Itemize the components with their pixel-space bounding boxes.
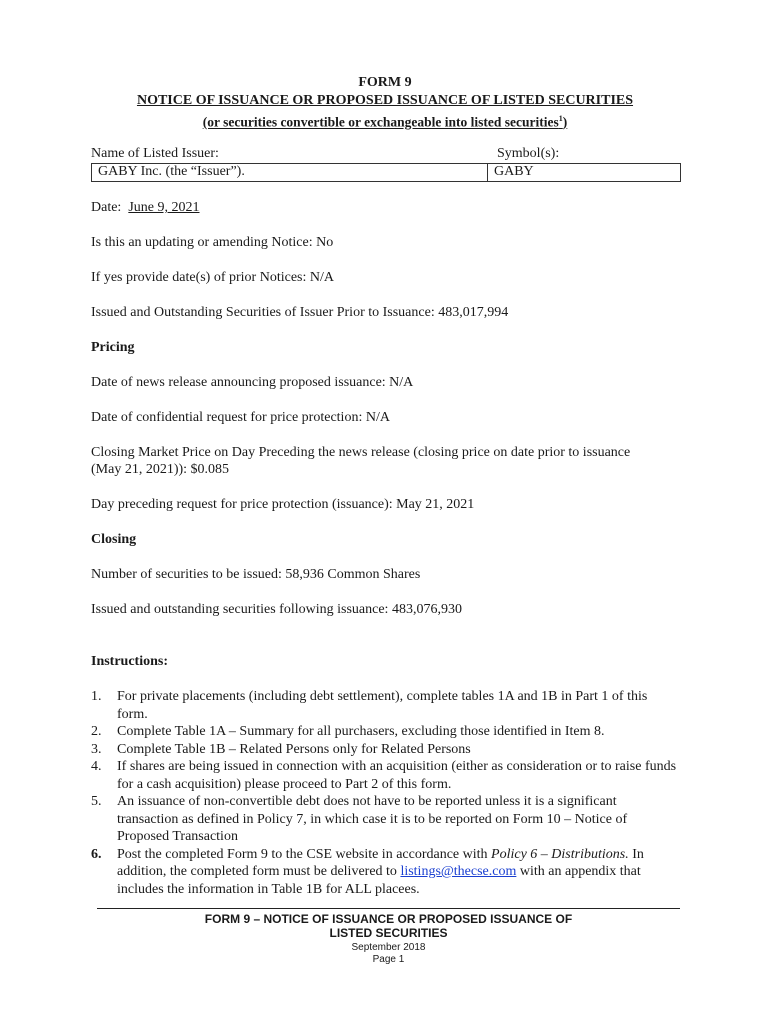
prior-notices: If yes provide date(s) of prior Notices: N/A — [91, 270, 334, 285]
item6-part1: Post the completed Form 9 to the CSE website in accordance with — [117, 846, 492, 862]
instructions-heading: Instructions: — [91, 654, 169, 669]
item-text: An issuance of non-convertible debt does not have to be reported unless it is a significant transaction as defined in Policy 7, in which case it is to be reported on Form 10 – Notice of Proposed Transaction — [117, 794, 628, 844]
item6-part3: with an appendix that includes the information in Table 1B for ALL placees. — [117, 864, 641, 897]
date-label: Date: — [91, 200, 122, 215]
item-number: 5. — [91, 794, 102, 809]
footnote-mark: 1 — [558, 114, 563, 123]
footer-title-line-1: FORM 9 – NOTICE OF ISSUANCE OR PROPOSED ISSUANCE OF — [204, 912, 573, 926]
issuer-table — [91, 146, 681, 182]
date-value: June 9, 2021 — [128, 200, 200, 215]
list-item — [91, 758, 681, 793]
subtitle-2-text: (or securities convertible or exchangeable into listed securities — [202, 114, 559, 130]
symbol-label: Symbol(s): — [497, 146, 560, 161]
date-line — [91, 199, 681, 217]
updating-notice: Is this an updating or amending Notice: No — [91, 235, 334, 250]
item-number: 6. — [91, 846, 102, 862]
closing-price-line-1: Closing Market Price on Day Preceding the news release (closing price on date prior to issuance — [91, 445, 631, 460]
policy-reference: Policy 6 – Distributions. — [491, 846, 629, 862]
news-release-date: Date of news release announcing proposed issuance: N/A — [91, 375, 414, 390]
instructions-list — [91, 688, 681, 898]
item6-part2: In addition, the completed form must be delivered to — [117, 846, 644, 879]
footer-divider — [97, 908, 680, 909]
symbol-value: GABY — [494, 164, 534, 179]
closing-price-line-2: (May 21, 2021)): $0.085 — [91, 462, 230, 477]
item-number: 1. — [91, 689, 102, 704]
confidential-request-date: Date of confidential request for price protection: N/A — [91, 410, 390, 425]
item-number: 4. — [91, 759, 102, 774]
pricing-heading: Pricing — [91, 340, 135, 355]
item-text: If shares are being issued in connection with an acquisition (either as consideration or to raise funds for a cash acquisition) please proceed to Part 2 of this form. — [117, 759, 677, 792]
footer-date: September 2018 — [351, 942, 426, 953]
item-number: 3. — [91, 741, 102, 757]
item-number: 2. — [91, 724, 102, 739]
email-link[interactable]: listings@thecse.com — [400, 864, 517, 879]
issuer-value-row — [91, 163, 681, 182]
form-subtitle-2 — [60, 110, 710, 132]
item-text: For private placements (including debt settlement), complete tables 1A and 1B in Part 1 of this form. — [117, 689, 648, 722]
issuer-name-value: GABY Inc. (the “Issuer”). — [92, 164, 488, 181]
list-item — [91, 741, 681, 759]
form-subtitle: NOTICE OF ISSUANCE OR PROPOSED ISSUANCE OF LISTED SECURITIES — [136, 93, 634, 108]
footer-title-line-2: LISTED SECURITIES — [329, 926, 448, 940]
issuer-name-label: Name of Listed Issuer: — [91, 146, 219, 161]
outstanding-prior: Issued and Outstanding Securities of Issuer Prior to Issuance: 483,017,994 — [91, 305, 509, 320]
closing-heading: Closing — [91, 532, 137, 547]
item-text — [117, 846, 681, 899]
list-item — [91, 688, 681, 723]
form-title: FORM 9 — [358, 75, 412, 90]
issuer-label-row — [91, 146, 681, 163]
item-text: Complete Table 1A – Summary for all purchasers, excluding those identified in Item 8. — [117, 724, 605, 739]
securities-to-issue: Number of securities to be issued: 58,936 Common Shares — [91, 567, 421, 582]
subtitle-2-close: ) — [562, 114, 568, 130]
page-number: Page 1 — [372, 954, 405, 965]
item-text: Complete Table 1B – Related Persons only for Related Persons — [117, 741, 471, 757]
list-item — [91, 793, 681, 846]
day-preceding: Day preceding request for price protection (issuance): May 21, 2021 — [91, 497, 475, 512]
list-item — [91, 723, 681, 741]
outstanding-after: Issued and outstanding securities following issuance: 483,076,930 — [91, 602, 462, 617]
list-item — [91, 846, 681, 899]
